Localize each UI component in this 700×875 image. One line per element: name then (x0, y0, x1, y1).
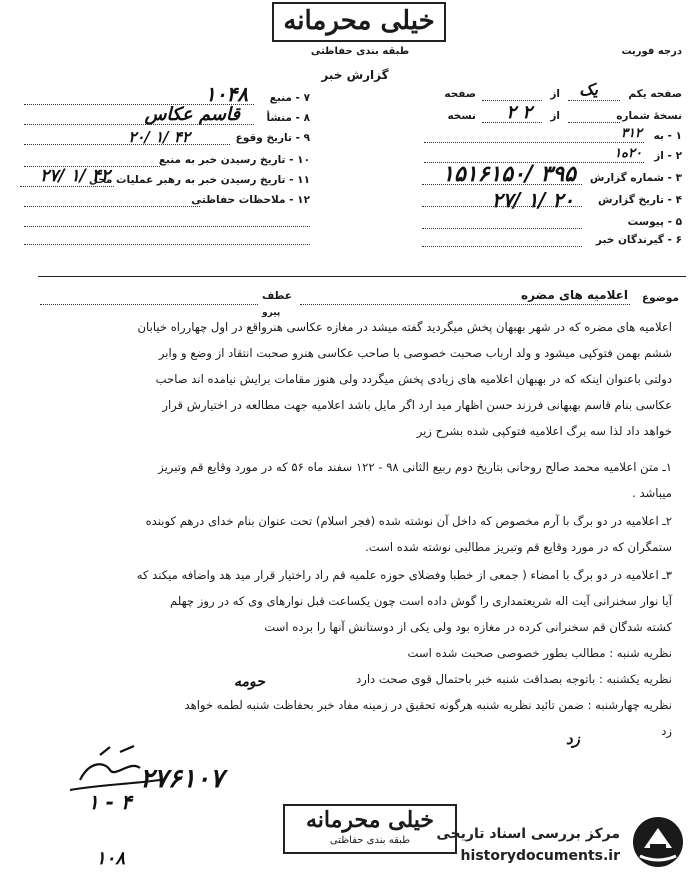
dotted-line (40, 304, 258, 305)
archive-logo-icon (628, 814, 688, 870)
separator-rule (38, 276, 686, 277)
body-line: نظریه یکشنبه : باتوجه بصداقت شنبه خبر باحتمال قوی صحت دارد (356, 672, 672, 686)
field-label: ۷ - منبع (269, 92, 310, 104)
body-line: ۲ـ اعلامیه در دو برگ با آرم مخصوص که داخل آن نوشته شده (فجر اسلام) تحت عنوان بنام خدای درهم کوبنده (145, 514, 672, 528)
body-line: کشته شدگان قم سخنرانی کرده در مغازه بود ولی یکی از دوستانش آنها را برده است (264, 620, 672, 634)
bottom-stamp-title: خیلی محرمانه (305, 807, 435, 833)
body-line: دولتی باعنوان اینکه که در بهبهان اعلامیه های زیادی پخش میگردد ولی هنوز مقامات برایش نیامده اند صاحب (155, 372, 672, 386)
dotted-line (482, 100, 542, 101)
body-line: ستمگران که در مورد وقایع قم وتبریز مطالبی نوشته شده است. (365, 540, 672, 554)
left-fields (10, 82, 310, 248)
field-label: ۱۱ - تاریخ رسیدن خبر به رهبر عملیات محل (88, 174, 310, 186)
top-stamp-title: خیلی محرمانه (283, 6, 435, 36)
field-label: ۵ - پیوست (627, 216, 682, 228)
dotted-line (424, 142, 644, 143)
field-label: ۲ - از (654, 150, 682, 162)
field-mid: از (550, 88, 560, 100)
dotted-line (24, 144, 230, 145)
handwritten-number-stamp: ۲۷۶۱۰۷ (140, 764, 224, 794)
field-mid: صفحه (444, 88, 476, 100)
handwritten-signature-area: ۱ - ۴ (88, 790, 132, 814)
dotted-line (20, 186, 114, 187)
field-label: ۶ - گیرندگان خبر (595, 234, 682, 246)
dotted-line (422, 228, 582, 229)
subject-underline (300, 304, 630, 305)
field-label: ۴ - تاریخ گزارش (598, 194, 682, 206)
dotted-line (422, 246, 582, 247)
field-mid: نسخه (447, 110, 476, 122)
field-value: یک (579, 80, 598, 99)
subject-note-above: پیرو (262, 308, 281, 318)
field-label: ۱۲ - ملاحظات حفاظتی (191, 194, 310, 206)
body-line: نظریه شنبه : مطالب بطور خصوصی صحبت شده است (407, 646, 672, 660)
handwritten-signature: زد (566, 730, 580, 748)
dotted-line (568, 100, 620, 101)
dotted-line (24, 226, 310, 227)
watermark-title: مرکز بررسی اسناد تاریخی (436, 826, 620, 842)
field-value: ۳۱۲ (621, 126, 642, 141)
body-line: ۱ـ متن اعلامیه محمد صالح روحانی بتاریخ دوم ربیع الثانی ۹۸ - ۱۲۲ سفند ماه ۵۶ که در مورد وقایع قم وتبریز (158, 460, 672, 474)
dotted-line (24, 124, 254, 125)
field-value: ۱۰۴۸ (205, 82, 248, 106)
field-value: ۲ ۲ (506, 102, 532, 123)
watermark-url: historydocuments.ir (460, 848, 620, 864)
bottom-stamp-subtitle: طبقه بندی حفاظتی (329, 835, 411, 846)
body-line: خواهد داد لذا سه برگ اعلامیه فتوکپی شده بشرح زیر (416, 424, 672, 438)
urgency-label: درجه فوریت (621, 46, 682, 57)
page-number: ۱۰۸ (96, 848, 126, 869)
field-label: ۱۰ - تاریخ رسیدن خبر به منبع (158, 154, 310, 166)
dotted-line (422, 206, 582, 207)
field-label: ۸ - منشأ (266, 112, 310, 124)
dotted-line (24, 244, 310, 245)
right-fields (420, 80, 682, 248)
field-value: ۲۷/ ۱/ ۲۰ (491, 188, 574, 212)
subject-label: موضوع (642, 292, 679, 304)
dotted-line (568, 122, 620, 123)
body-line: ۳ـ اعلامیه در دو برگ با امضاء ( جمعی از خطبا وفضلای حوزه علمیه قم راد راختیار قرار مید هد واضافه میکند که (136, 568, 672, 582)
field-label: صفحه یکم (628, 88, 682, 100)
dotted-line (422, 184, 582, 185)
body-line: ششم بهمن فتوکپی میشود و ولد ارباب صحبت خصوصی با صاحب عکاسی هنرو صحبت انتقاد از وضع و وابر (158, 346, 672, 360)
top-stamp-subtitle: طبقه بندی حفاظتی (310, 46, 410, 57)
body-line: نظریه چهارشنبه : ضمن تائید نظریه شنبه هرگونه تحقیق در زمینه مفاد خبر بحفاظت شنبه لطمه خواهد (184, 698, 672, 712)
field-label: ۱ - به (653, 130, 682, 142)
field-value: ۱۵۱۶۱۵۰/ ۳۹۵ (442, 162, 576, 187)
subject-note-top: عطف (262, 290, 292, 302)
dotted-line (482, 122, 542, 123)
field-value: قاسم عکاس (144, 104, 240, 125)
dotted-line (24, 206, 200, 207)
field-value: ۲۷/ ۱/ ۴۲ (40, 166, 110, 186)
field-label: ۳ - شماره گزارش (589, 172, 682, 184)
field-mid: از (550, 110, 560, 122)
report-title: گزارش خبر (321, 68, 389, 82)
handwritten-note: حومه (234, 674, 265, 690)
field-label: نسخهٔ شماره (616, 110, 682, 122)
body-line: زد (661, 724, 672, 738)
body-line: میباشد . (632, 486, 672, 500)
top-classification-stamp (272, 2, 446, 42)
body-line: اعلامیه های مضره که در شهر بهبهان پخش میگردید گفته میشد در مغازه عکاسی هنرواقع در اول چهارراه خیابان (137, 320, 672, 334)
field-value: ۲۰ه۱ (614, 146, 642, 161)
subject-value: اعلامیه های مضره (520, 288, 628, 302)
body-line: عکاسی بنام قاسم بهبهانی فرزند حسن اظهار مید ارد اگر مایل باشد اعلامیه جهت مطالعه در اختیارش قرار (162, 398, 672, 412)
body-line: آیا نوار سخنرانی آیت اله شریعتمداری را گوش داده است چون یکساعت قبل نوارهای وی که در روز چهلم (170, 594, 672, 608)
field-label: ۹ - تاریخ وقوع (235, 132, 310, 144)
field-value: ۲۰/ ۱/ ۴۲ (128, 128, 190, 146)
report-body (10, 310, 690, 738)
